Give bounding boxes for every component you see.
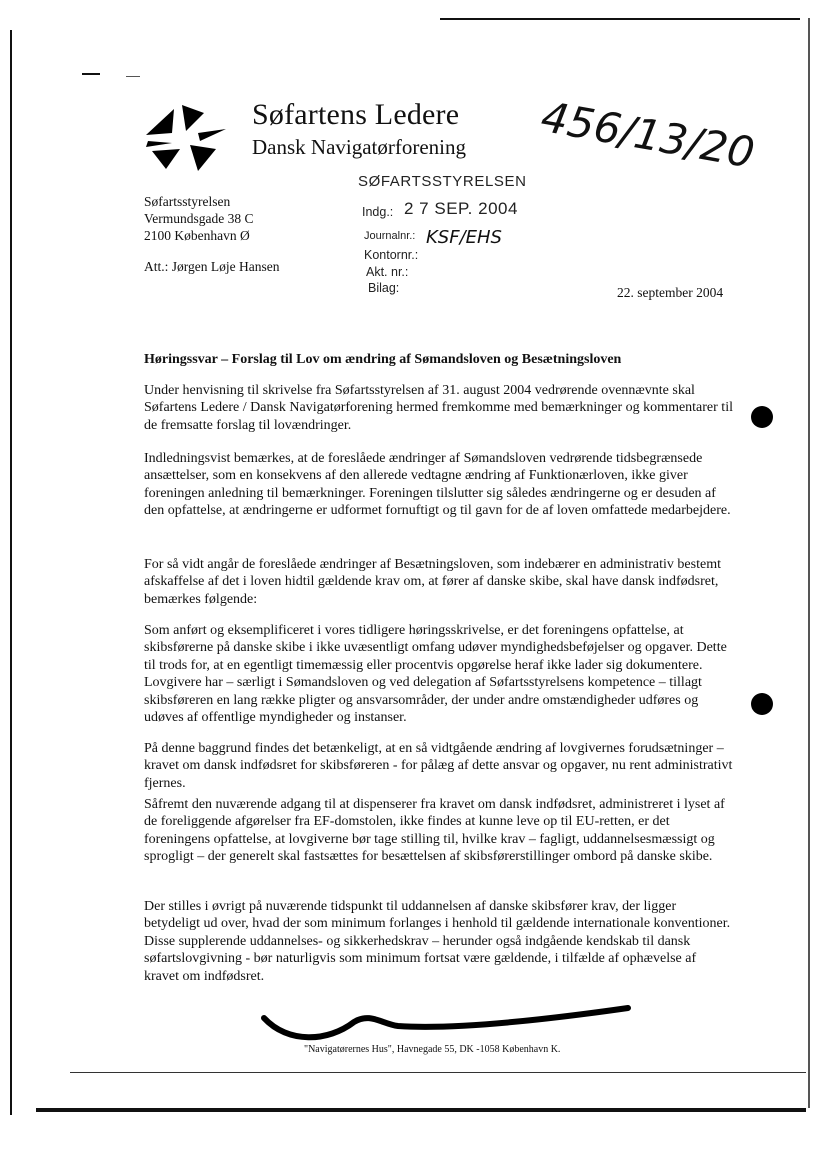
compass-logo-icon [142, 103, 230, 173]
recipient-line-1: Søfartsstyrelsen [144, 194, 231, 209]
paragraph-4: Som anført og eksemplificeret i vores tidligere høringsskrivelse, er det foreningens opfattelse, at skibsførerne på danske skibe i ikke uvæsentligt omfang udøver myndighedsbeføjelser og opgaver. Dette til trods for, at en egentligt timemæssig eller procentvis opgørelse heraf ikke lader sig dokumentere. Lovgivere har – særligt i Sømandsloven og ved delegation af Søfartsstyrelsens kompetence – tillagt skibsføreren en lang række pligter og ansvarsområder, der under andre omstændigheder udføres og udøves af offentlige myndigheder og instanser. [144, 623, 727, 726]
org-subtitle: Dansk Navigatørforening [252, 135, 467, 159]
stamp-received-date: 2 7 SEP. 2004 [404, 199, 518, 218]
stamp-act-label: Akt. nr.: [366, 265, 409, 279]
paragraph-3: For så vidt angår de foreslåede ændringer af Besætningsloven, som indebærer en administrativ bestemt afskaffelse af det i loven hidtil gældende krav om, at fører af danske skibe, skal have dansk indfødsret, bemærkes følgende: [144, 557, 721, 607]
stamp-title: SØFARTSSTYRELSEN [358, 173, 527, 190]
punch-hole-top [751, 406, 773, 428]
stamp-office-label: Kontornr.: [364, 248, 419, 262]
handwritten-reference: 456/13/20 [537, 92, 759, 178]
scan-edge-top [440, 18, 800, 20]
footer-rule [70, 1072, 806, 1073]
scan-edge-bottom [36, 1108, 806, 1112]
recipient-line-2: Vermundsgade 38 C [144, 211, 254, 226]
scan-mark-top-left [82, 73, 100, 75]
stamp-journal-value: KSF/EHS [426, 227, 502, 248]
attention-line: Att.: Jørgen Løje Hansen [144, 259, 280, 274]
letter-subject: Høringssvar – Forslag til Lov om ændring af Sømandsloven og Besætningsloven [144, 352, 622, 367]
footer-address: "Navigatørernes Hus", Havnegade 55, DK -1058 København K. [304, 1044, 561, 1055]
paragraph-6: Såfremt den nuværende adgang til at dispenserer fra kravet om dansk indfødsret, administreret i lyset af de foreliggende afgørelser fra EF-domstolen, ikke findes at kunne leve op til EU-retten, er det foreningens opfattelse, at lovgiverne bør tage stilling til, hvilke krav – fagligt, uddannelsesmæssigt og sprogligt – der generelt skal fastsættes for besættelsen af skibsførerstillinger ombord på danske skibe. [144, 797, 725, 865]
paragraph-5: På denne baggrund findes det betænkeligt, at en så vidtgående ændring af lovgivernes forudsætninger – kravet om dansk indfødsret for skibsføreren - for pålæg af dette ansvar og opgaver, nu rent administrativt fjernes. [144, 741, 733, 791]
letter-date: 22. september 2004 [617, 285, 724, 300]
stamp-journal-label: Journalnr.: [364, 230, 416, 242]
scan-edge-left [10, 30, 12, 1115]
scan-mark-top-left-2 [126, 76, 140, 77]
scan-edge-right [808, 18, 810, 1108]
paragraph-1: Under henvisning til skrivelse fra Søfartsstyrelsen af 31. august 2004 vedrørende ovennævnte skal Søfartens Ledere / Dansk Navigatørforening hermed fremkomme med bemærkninger og kommentarer til de fremsatte forslag til lovændringer. [144, 383, 733, 433]
paragraph-2: Indledningsvist bemærkes, at de foreslåede ændringer af Sømandsloven vedrørende tidsbegrænsede ansættelser, som en konsekvens af den allerede vedtagne ændring af Funktionærloven, ikke giver foreningen anledning til bemærkninger. Foreningen tilslutter sig således ændringerne og er desuden af den opfattelse, at ændringerne er udformet fornuftigt og til gavn for de af loven omfattede medarbejdere. [144, 451, 731, 519]
stamp-received-label: Indg.: [362, 205, 394, 219]
stamp-attachment-label: Bilag: [368, 281, 400, 295]
paragraph-7: Der stilles i øvrigt på nuværende tidspunkt til uddannelsen af danske skibsfører krav, der ligger betydeligt ud over, hvad der som minimum forlanges i henhold til gældende internationale konventioner. Disse supplerende uddannelses- og sikkerhedskrav – herunder også indgående kendskab til dansk søfartslovgivning - bør naturligvis som minimum fortsat være gældende, i tilfælde af ophævelse af kravet om indfødsret. [144, 899, 731, 984]
recipient-address [144, 193, 253, 244]
org-name: Søfartens Ledere [252, 98, 460, 131]
wave-signature-line [258, 1004, 638, 1044]
punch-hole-bottom [751, 693, 773, 715]
recipient-line-3: 2100 København Ø [144, 228, 250, 243]
